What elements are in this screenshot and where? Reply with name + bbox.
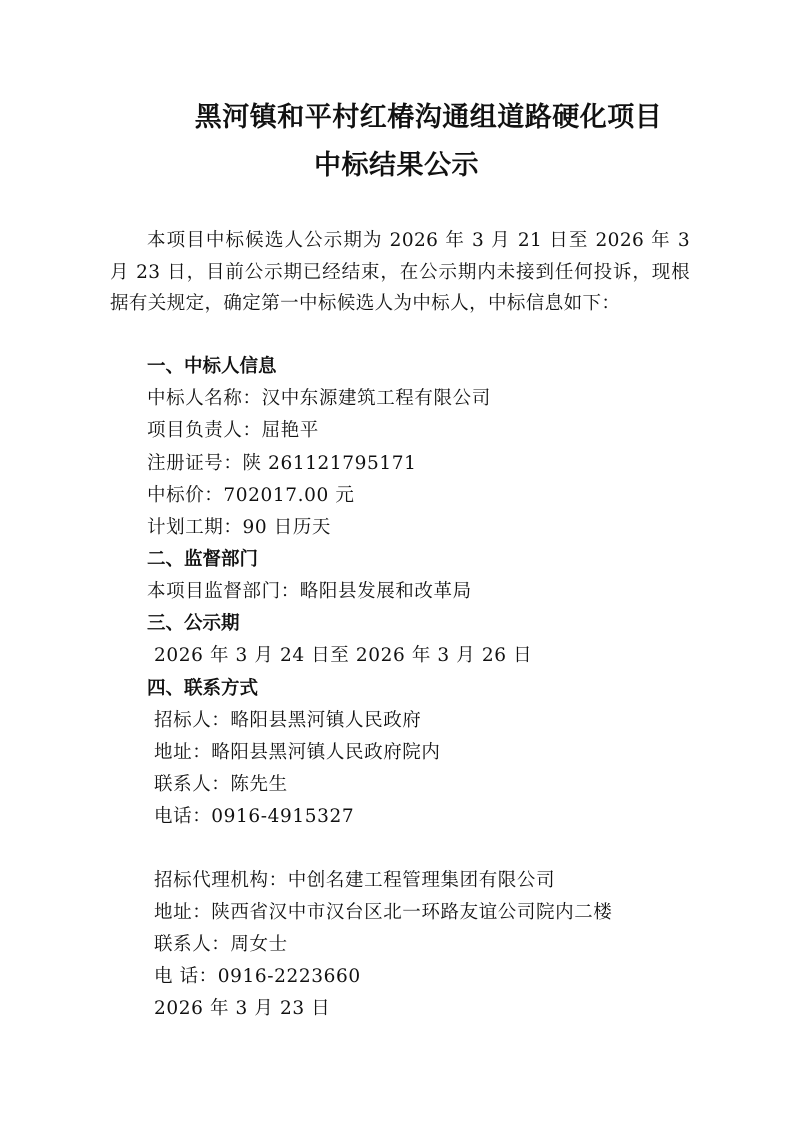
section-heading-notice-period: 三、公示期 bbox=[147, 613, 240, 634]
notice-period-dates: 2026 年 3 月 24 日至 2026 年 3 月 26 日 bbox=[154, 645, 533, 666]
tenderer-address: 地址：略阳县黑河镇人民政府院内 bbox=[154, 742, 441, 763]
project-manager: 项目负责人：屈艳平 bbox=[147, 420, 319, 441]
document-title-line2: 中标结果公示 bbox=[314, 150, 479, 181]
registration-number: 注册证号：陕 261121795171 bbox=[147, 453, 417, 474]
document-title-line1: 黑河镇和平村红椿沟通组道路硬化项目 bbox=[194, 102, 663, 133]
agency: 招标代理机构：中创名建工程管理集团有限公司 bbox=[154, 870, 556, 891]
agency-contact: 联系人：周女士 bbox=[154, 934, 288, 955]
construction-period: 计划工期：90 日历天 bbox=[147, 517, 332, 538]
document-date: 2026 年 3 月 23 日 bbox=[154, 998, 331, 1019]
agency-phone: 电 话：0916-2223660 bbox=[154, 966, 361, 987]
winner-name: 中标人名称：汉中东源建筑工程有限公司 bbox=[147, 388, 491, 409]
section-heading-winner: 一、中标人信息 bbox=[147, 356, 277, 377]
tenderer-phone: 电话：0916-4915327 bbox=[154, 806, 355, 827]
bid-price: 中标价：702017.00 元 bbox=[147, 485, 355, 506]
supervision-department: 本项目监督部门：略阳县发展和改革局 bbox=[147, 581, 472, 602]
section-heading-contact: 四、联系方式 bbox=[147, 678, 259, 699]
section-heading-supervision: 二、监督部门 bbox=[147, 549, 259, 570]
tenderer-contact: 联系人：陈先生 bbox=[154, 774, 288, 795]
agency-address: 地址：陕西省汉中市汉台区北一环路友谊公司院内二楼 bbox=[154, 902, 613, 923]
intro-paragraph: 本项目中标候选人公示期为 2026 年 3 月 21 日至 2026 年 3 月 23 日，目前公示期已经结束，在公示期内未接到任何投诉，现根据有关规定，确定第一中标候选人为中标人，中标信息如下： bbox=[110, 230, 690, 314]
tenderer: 招标人：略阳县黑河镇人民政府 bbox=[154, 710, 422, 731]
